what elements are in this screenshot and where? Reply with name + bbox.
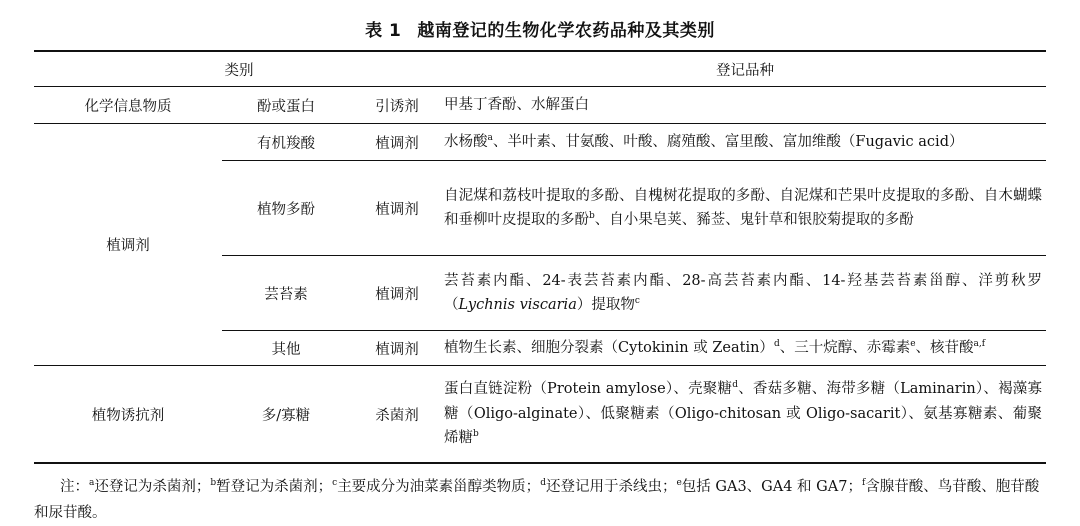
footnote-mark: a bbox=[487, 132, 493, 143]
group-cell: 植调剂 bbox=[34, 124, 222, 366]
table-title-text: 越南登记的生物化学农药品种及其类别 bbox=[417, 21, 715, 41]
registration-table bbox=[34, 50, 1046, 464]
footnote-mark: f bbox=[861, 478, 866, 489]
group-cell: 植物诱抗剂 bbox=[91, 407, 165, 424]
type-cell: 杀菌剂 bbox=[375, 407, 419, 424]
subcategory-cell: 酚或蛋白 bbox=[257, 98, 315, 115]
table-row bbox=[34, 124, 1046, 161]
type-cell: 植调剂 bbox=[350, 161, 444, 256]
table-number: 表 1 bbox=[365, 21, 402, 41]
latin-name: Lychnis viscaria bbox=[458, 297, 577, 313]
header-category: 类别 bbox=[224, 62, 254, 79]
items-cell: 蛋白直链淀粉（Protein amylose）、壳聚糖$^d$、香菇多糖、海带多糖（Laminarin）、褐藻寡糖（Oligo-alginate）、低聚糖素（Oligo-chitosan 或 Oligo-sacarit）、氨基寡糖素、葡聚烯糖$^b$ bbox=[444, 380, 1043, 447]
subcategory-cell: 芸苔素 bbox=[222, 256, 350, 331]
items-cell: 水杨酸$^a$、半叶素、甘氨酸、叶酸、腐殖酸、富里酸、富加维酸（Fugavic acid） bbox=[444, 124, 1046, 161]
subcategory-cell: 多/寡糖 bbox=[261, 407, 311, 424]
footnote-mark: d bbox=[540, 478, 546, 489]
footnote-mark: c bbox=[634, 296, 640, 307]
table-row bbox=[34, 366, 1046, 464]
items-cell: 芸苔素内酯、24-表芸苔素内酯、28-高芸苔素内酯、14-羟基芸苔素甾醇、洋剪秋罗（Lychnis viscaria）提取物$^c$ bbox=[444, 256, 1046, 331]
footnote-mark: b bbox=[473, 429, 479, 440]
table-title bbox=[0, 16, 1080, 41]
header-variety: 登记品种 bbox=[716, 62, 775, 79]
items-cell: 甲基丁香酚、水解蛋白 bbox=[444, 96, 590, 113]
subcategory-cell: 植物多酚 bbox=[222, 161, 350, 256]
footnote-mark: e bbox=[910, 338, 916, 349]
type-cell: 植调剂 bbox=[350, 331, 444, 366]
type-cell: 植调剂 bbox=[350, 256, 444, 331]
footnote-mark: d bbox=[773, 338, 780, 349]
footnote-mark: a bbox=[89, 478, 95, 489]
table-row bbox=[34, 87, 1046, 124]
items-cell: 自泥煤和荔枝叶提取的多酚、自槐树花提取的多酚、自泥煤和芒果叶皮提取的多酚、自木蝴蝶和垂柳叶皮提取的多酚$^b$、自小果皂荚、豨莶、鬼针草和银胶菊提取的多酚 bbox=[444, 161, 1046, 256]
subcategory-cell: 有机羧酸 bbox=[222, 124, 350, 161]
footnote-mark: c bbox=[332, 478, 338, 489]
subcategory-cell: 其他 bbox=[222, 331, 350, 366]
header-row bbox=[34, 51, 1046, 87]
group-cell: 化学信息物质 bbox=[84, 98, 172, 115]
footnote-mark: e bbox=[676, 478, 682, 489]
footnote-mark: b bbox=[210, 478, 217, 489]
items-cell: 植物生长素、细胞分裂素（Cytokinin 或 Zeatin）$^d$、三十烷醇、赤霉素$^e$、核苷酸$^{a,f}$ bbox=[444, 331, 1046, 366]
table-note: 注：$^a$还登记为杀菌剂；$^b$暂登记为杀菌剂；$^c$主要成分为油菜素甾醇类物质；$^d$还登记用于杀线虫；$^e$包括 GA3、GA4 和 GA7；$^f$含腺苷酸、鸟苷酸、胞苷酸和尿苷酸。 bbox=[34, 478, 1040, 521]
footnote-mark: a,f bbox=[973, 338, 986, 349]
type-cell: 植调剂 bbox=[350, 124, 444, 161]
type-cell: 引诱剂 bbox=[375, 98, 419, 115]
footnote-mark: b bbox=[589, 211, 595, 222]
footnote-mark: d bbox=[732, 380, 738, 391]
